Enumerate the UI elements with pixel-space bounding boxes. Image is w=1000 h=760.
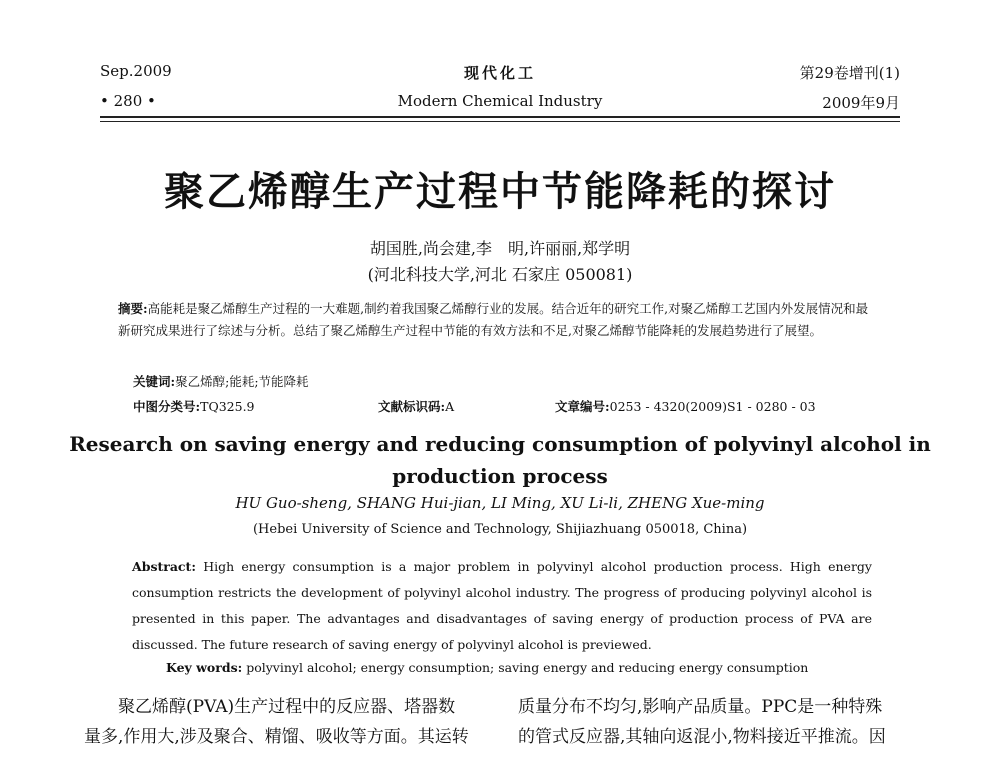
article-number [555,396,816,417]
abstract-cn-label: 摘要: [118,301,148,316]
keywords-cn-text: 聚乙烯醇;能耗;节能降耗 [175,374,309,389]
keywords-en-text: polyvinyl alcohol; energy consumption; saving energy and reducing energy consumption [246,660,809,675]
header-rule-thick [100,116,900,118]
clc-value: TQ325.9 [200,399,255,414]
authors-cn: 胡国胜,尚会建,李 明,许丽丽,郑学明 [369,239,631,258]
affiliation-cn: (河北科技大学,河北 石家庄 050081) [367,265,633,284]
abstract-en-text: High energy consumption is a major problem in polyvinyl alcohol production process. High energy consumption restricts the development of polyvinyl alcohol industry. The progress of producing polyvinyl alcohol is presented in this paper. The advantages and disadvantages of saving energy of production process of PVA are discussed. The future research of saving energy of polyvinyl alcohol is previewed. [132,559,872,652]
volume-info: 第29卷增刊(1) [799,64,900,82]
article-number-label: 文章编号: [555,399,610,414]
doc-code-label: 文献标识码: [378,399,446,414]
abstract-en-label: Abstract: [132,559,196,574]
journal-name-cn: 现代化工 [463,64,536,82]
body-left-line2: 量多,作用大,涉及聚合、精馏、吸收等方面。其运转 [84,727,469,747]
affiliation-en: (Hebei University of Science and Technology, Shijiazhuang 050018, China) [252,522,748,537]
document-code [378,396,454,417]
paper-title-en-line2: production process [392,464,608,488]
header-rule-thin [100,121,900,122]
authors-en: HU Guo-sheng, SHANG Hui-jian, LI Ming, XU Li-li, ZHENG Xue-ming [235,494,765,512]
paper-title-en-line1: Research on saving energy and reducing consumption of polyvinyl alcohol in [69,432,931,456]
abstract-cn-text: 高能耗是聚乙烯醇生产过程的一大难题,制约着我国聚乙烯醇行业的发展。结合近年的研究工作,对聚乙烯醇工艺国内外发展情况和最新研究成果进行了综述与分析。总结了聚乙烯醇生产过程中节能的有效方法和不足,对聚乙烯醇节能降耗的发展趋势进行了展望。 [118,301,869,338]
abstract-cn [118,298,878,342]
journal-name-en: Modern Chemical Industry [397,92,603,110]
issue-date: 2009年9月 [822,94,900,112]
body-left-line1: 聚乙烯醇(PVA)生产过程中的反应器、塔器数 [118,697,456,717]
body-right-line2: 的管式反应器,其轴向返混小,物料接近平推流。因 [518,727,886,747]
journal-date: Sep.2009 [100,62,172,80]
keywords-en [166,660,808,675]
keywords-cn-label: 关键词: [133,374,176,389]
doc-code-value: A [445,399,455,414]
page-number: • 280 • [100,92,156,110]
keywords-cn [133,371,309,392]
clc-label: 中图分类号: [133,399,201,414]
paper-title-cn: 聚乙烯醇生产过程中节能降耗的探讨 [164,169,836,215]
abstract-en [132,554,872,658]
article-number-value: 0253 - 4320(2009)S1 - 0280 - 03 [609,399,816,414]
clc-number [133,396,255,417]
keywords-en-label: Key words: [166,660,243,675]
body-right-line1: 质量分布不均匀,影响产品质量。PPC是一种特殊 [518,697,883,717]
